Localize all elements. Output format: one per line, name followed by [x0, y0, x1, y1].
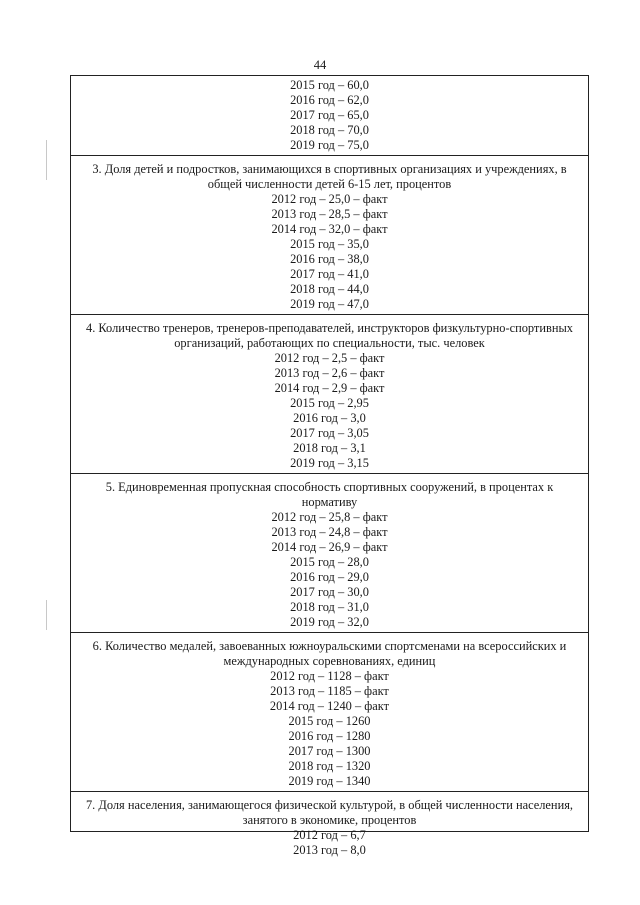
- year-value-line: 2016 год – 29,0: [290, 570, 369, 584]
- year-value-line: 2013 год – 1185 – факт: [270, 684, 389, 698]
- year-value-line: 2018 год – 3,1: [293, 441, 366, 455]
- year-value-line: 2017 год – 41,0: [290, 267, 369, 281]
- year-value-line: 2017 год – 3,05: [290, 426, 369, 440]
- indicator-heading: 7. Доля населения, занимающегося физической культурой, в общей численности населения, занятого в экономике, процентов: [85, 798, 573, 827]
- year-value-line: 2012 год – 1128 – факт: [270, 669, 389, 683]
- year-value-line: 2016 год – 38,0: [290, 252, 369, 266]
- year-value-line: 2015 год – 2,95: [290, 396, 369, 410]
- year-value-line: 2019 год – 47,0: [290, 297, 369, 311]
- year-value-line: 2017 год – 65,0: [290, 108, 369, 122]
- year-value-line: 2012 год – 25,0 – факт: [271, 192, 388, 206]
- year-value-line: 2013 год – 24,8 – факт: [271, 525, 388, 539]
- page-number: 44: [313, 58, 327, 72]
- year-value-line: 2015 год – 1260: [288, 714, 371, 728]
- year-value-line: 2014 год – 26,9 – факт: [271, 540, 388, 554]
- indicator-heading: 4. Количество тренеров, тренеров-преподавателей, инструкторов физкультурно-спортивных организаций, работающих по специальности, тыс. человек: [86, 321, 573, 350]
- year-value-line: 2018 год – 31,0: [290, 600, 369, 614]
- year-value-line: 2015 год – 28,0: [290, 555, 369, 569]
- year-value-line: 2014 год – 32,0 – факт: [271, 222, 388, 236]
- year-value-line: 2016 год – 62,0: [290, 93, 369, 107]
- year-value-line: 2013 год – 8,0: [293, 843, 366, 857]
- indicator-section: [71, 633, 588, 792]
- year-value-line: 2015 год – 60,0: [290, 78, 369, 92]
- year-value-line: 2012 год – 6,7: [293, 828, 366, 842]
- year-value-line: 2013 год – 2,6 – факт: [274, 366, 385, 380]
- year-value-line: 2017 год – 1300: [288, 744, 371, 758]
- indicator-heading: 6. Количество медалей, завоеванных южноуральскими спортсменами на всероссийских и международных соревнованиях, единиц: [92, 639, 567, 668]
- indicator-section: [71, 76, 588, 156]
- year-value-line: 2014 год – 2,9 – факт: [274, 381, 385, 395]
- year-value-line: 2016 год – 1280: [288, 729, 371, 743]
- indicator-section: [71, 156, 588, 315]
- indicators-table: [70, 75, 589, 857]
- year-value-line: 2019 год – 1340: [288, 774, 371, 788]
- indicator-heading: 5. Единовременная пропускная способность спортивных сооружений, в процентах к нормативу: [105, 480, 554, 509]
- year-value-line: 2012 год – 25,8 – факт: [271, 510, 388, 524]
- indicator-heading: 3. Доля детей и подростков, занимающихся в спортивных организациях и учреждениях, в общей численности детей 6-15 лет, процентов: [92, 162, 567, 191]
- year-value-line: 2014 год – 1240 – факт: [269, 699, 390, 713]
- year-value-line: 2019 год – 3,15: [290, 456, 369, 470]
- year-value-line: 2019 год – 32,0: [290, 615, 369, 629]
- year-value-line: 2015 год – 35,0: [290, 237, 369, 251]
- year-value-line: 2013 год – 28,5 – факт: [271, 207, 388, 221]
- scan-edge-mark: [46, 140, 47, 180]
- scan-edge-mark: [46, 600, 47, 630]
- year-value-line: 2018 год – 1320: [288, 759, 371, 773]
- year-value-line: 2018 год – 70,0: [290, 123, 369, 137]
- year-value-line: 2019 год – 75,0: [290, 138, 369, 152]
- indicator-section: [71, 315, 588, 474]
- year-value-line: 2012 год – 2,5 – факт: [274, 351, 385, 365]
- year-value-line: 2017 год – 30,0: [290, 585, 369, 599]
- indicator-section: [71, 474, 588, 633]
- year-value-line: 2016 год – 3,0: [293, 411, 366, 425]
- year-value-line: 2018 год – 44,0: [290, 282, 369, 296]
- indicator-section: [71, 792, 588, 860]
